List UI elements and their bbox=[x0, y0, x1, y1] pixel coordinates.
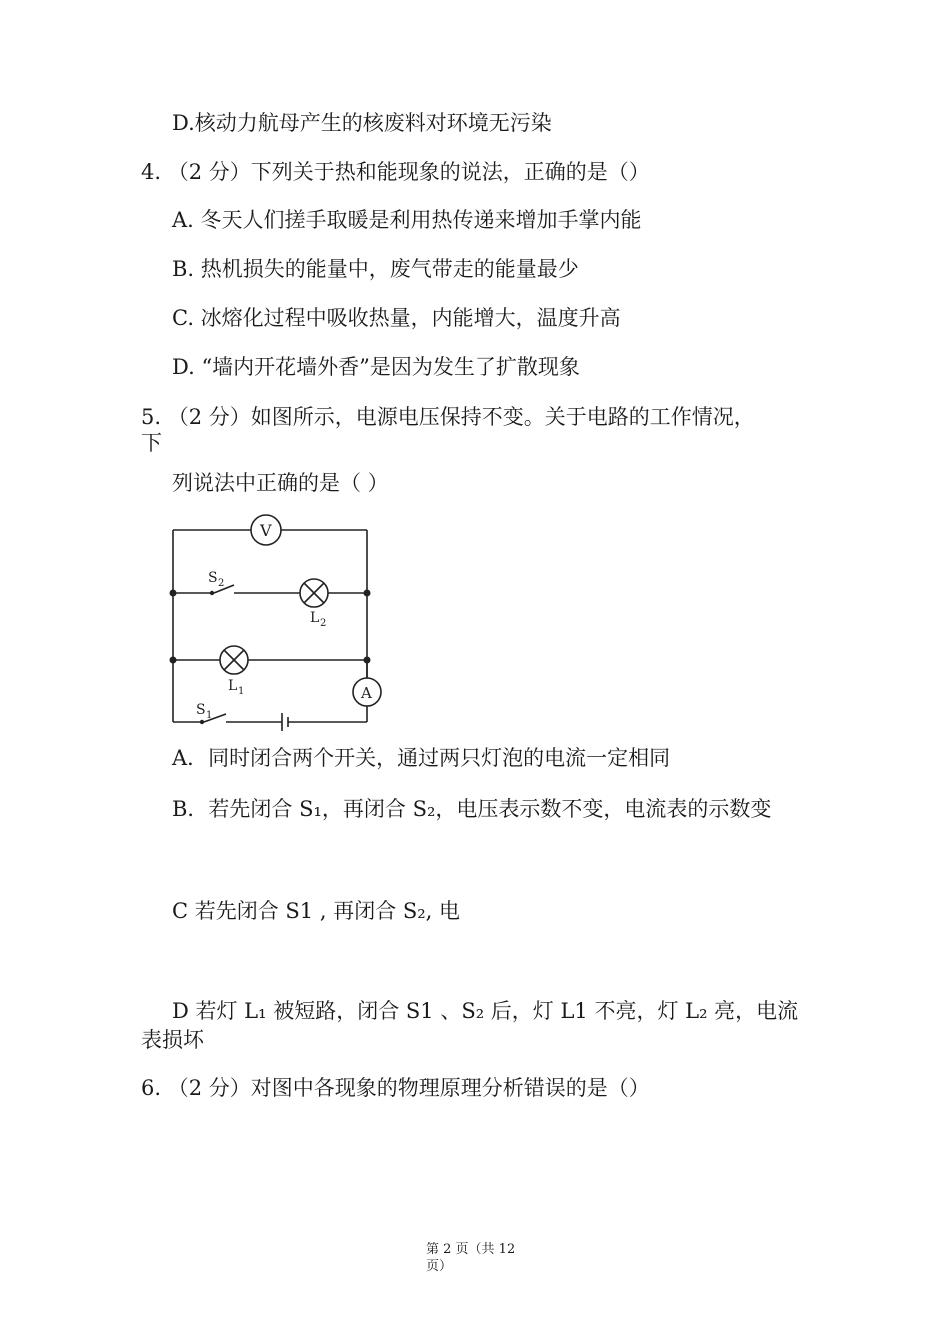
s2-sub: 2 bbox=[218, 578, 225, 589]
l1-sub: 1 bbox=[238, 686, 245, 697]
q5-stem-line1: 5. （2 分）如图所示，电源电压保持不变。关于电路的工作情况， bbox=[141, 405, 755, 429]
q5-stem-line3: 列说法中正确的是（ ） bbox=[172, 471, 389, 495]
l2-label: L bbox=[310, 610, 320, 626]
page-footer-line2: 页） bbox=[426, 1259, 453, 1274]
s1-label: S bbox=[196, 702, 206, 718]
circuit-diagram bbox=[164, 510, 386, 732]
q5-stem-line2: 下 bbox=[141, 431, 162, 455]
q5-option-a: A．同时闭合两个开关，通过两只灯泡的电流一定相同 bbox=[172, 746, 671, 770]
q6-stem: 6. （2 分）对图中各现象的物理原理分析错误的是（） bbox=[141, 1076, 650, 1100]
voltmeter-label: V bbox=[260, 521, 272, 540]
q4-option-d: D. “墙内开花墙外香”是因为发生了扩散现象 bbox=[172, 355, 580, 379]
q4-stem: 4. （2 分）下列关于热和能现象的说法，正确的是（） bbox=[141, 160, 650, 184]
q5-option-b: B．若先闭合 S₁，再闭合 S₂，电压表示数不变，电流表的示数变 bbox=[172, 797, 772, 821]
q4-option-a: A. 冬天人们搓手取暖是利用热传递来增加手掌内能 bbox=[172, 208, 642, 232]
page-footer-line1: 第 2 页（共 12 bbox=[426, 1242, 516, 1257]
l1-label: L bbox=[228, 678, 238, 694]
q4-option-b: B. 热机损失的能量中，废气带走的能量最少 bbox=[172, 257, 579, 281]
s2-label: S bbox=[208, 570, 218, 586]
q5-option-c: C 若先闭合 S1 , 再闭合 S₂, 电 bbox=[172, 899, 461, 923]
q5-option-d-line2: 表损坏 bbox=[141, 1028, 204, 1052]
l2-sub: 2 bbox=[320, 618, 327, 629]
q4-option-c: C. 冰熔化过程中吸收热量，内能增大，温度升高 bbox=[172, 306, 621, 330]
s1-sub: 1 bbox=[206, 710, 213, 721]
q5-option-d-line1: D 若灯 L₁ 被短路，闭合 S1 、S₂ 后，灯 L1 不亮，灯 L₂ 亮，电流 bbox=[172, 999, 799, 1023]
ammeter-label: A bbox=[361, 684, 372, 702]
q3-option-d: D.核动力航母产生的核废料对环境无污染 bbox=[172, 111, 552, 135]
